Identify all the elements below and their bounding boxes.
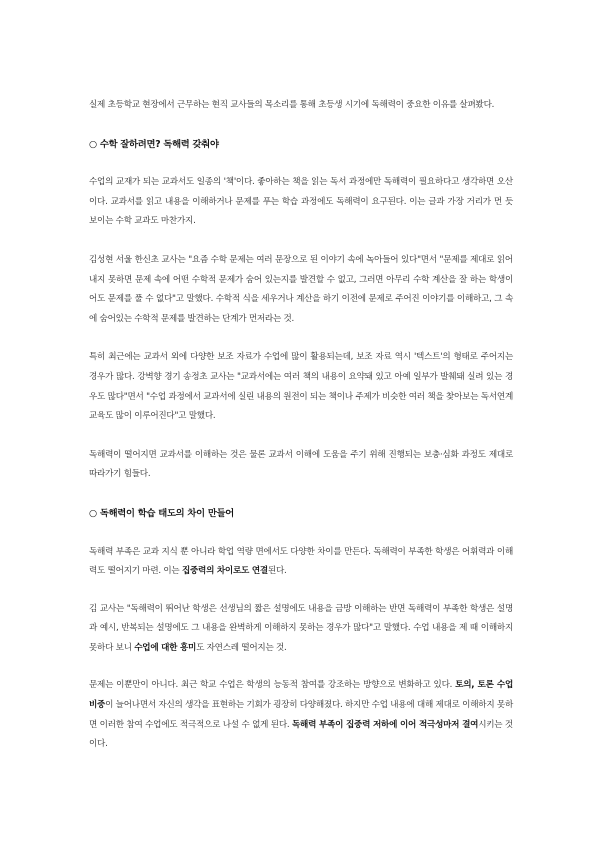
section-heading-math: ○ 수학 잘하려면? 독해력 갖춰야 bbox=[89, 138, 219, 150]
paragraph-text: 도 자연스레 떨어지는 것. bbox=[196, 642, 287, 653]
paragraph-text: 이 늘어나면서 자신의 생각을 표현하는 기회가 굉장히 다양해졌다. 하지만 수업 내용에 대해 제대로 이해하지 못하면 이러한 참여 수업에도 적극적으로 나설 수 없게 된다. bbox=[89, 700, 513, 730]
paragraph-text: 독해력 부족은 교과 지식 뿐 아니라 학업 역량 면에서도 다양한 차이를 만든다. 독해력이 부족한 학생은 어휘력과 이해력도 떨어지기 마련. 이는 bbox=[89, 546, 513, 577]
section2-paragraph-1 bbox=[89, 543, 513, 582]
paragraph-text: 된다. bbox=[267, 566, 287, 577]
section2-paragraph-2 bbox=[89, 600, 513, 659]
emphasis-text: 집중력의 차이로도 연결 bbox=[181, 566, 268, 577]
paragraph-text: 문제는 이뿐만이 아니다. 최근 학교 수업은 학생의 능동적 참여를 강조하는 방향으로 변화하고 있다. bbox=[89, 680, 456, 691]
section1-paragraph-2: 김성현 서울 한신초 교사는 "요즘 수학 문제는 여러 문장으로 된 이야기 속에 녹아들어 있다"면서 "문제를 제대로 읽어내지 못하면 문제 속에 어떤 수학적 문제가 숨어 있는지를 발견할 수 없고, 그러면 아무리 수학 계산을 잘 하는 학생이어도 문제를 풀 수 없다"고 말했다. 수학적 식을 세우거나 계산을 하기 이전에 문제로 주어진 이야기를 이해하고, 그 속에 숨어있는 수학적 문제를 발견하는 단계가 먼저라는 것. bbox=[89, 254, 513, 324]
section1-paragraph-1: 수업의 교재가 되는 교과서도 일종의 '책'이다. 좋아하는 책을 읽는 독서 과정에만 독해력이 필요하다고 생각하면 오산이다. 교과서를 읽고 내용을 이해하거나 문제를 푸는 학습 과정에도 독해력이 요구된다. 이는 글과 가장 거리가 먼 듯 보이는 수학 교과도 마찬가지. bbox=[89, 177, 513, 227]
section2-paragraph-3 bbox=[89, 676, 513, 754]
section1-paragraph-3: 특히 최근에는 교과서 외에 다양한 보조 자료가 수업에 많이 활용되는데, 보조 자료 역시 '텍스트'의 형태로 주어지는 경우가 많다. 강벽향 경기 송정초 교사는 "교과서에는 여러 책의 내용이 요약돼 있고 아예 일부가 발췌돼 실려 있는 경우도 많다"면서 "수업 과정에서 교과서에 실린 내용의 원전이 되는 책이나 주제가 비슷한 여러 책을 찾아보는 독서연계 교육도 많이 이루어진다"고 말했다. bbox=[89, 352, 513, 422]
paragraph-text: 시키는 것이다. bbox=[89, 719, 513, 750]
section1-paragraph-4: 독해력이 떨어지면 교과서를 이해하는 것은 물론 교과서 이해에 도움을 주기 위해 진행되는 보충·심화 과정도 제대로 따라가기 힘들다. bbox=[89, 449, 513, 480]
emphasis-text: 수업에 대한 흥미 bbox=[134, 642, 197, 653]
article-body bbox=[89, 96, 513, 774]
section-heading-attitude: ○ 독해력이 학습 태도의 차이 만들어 bbox=[89, 507, 235, 519]
paragraph-text: 김 교사는 "독해력이 뛰어난 학생은 선생님의 짧은 설명에도 내용을 금방 이해하는 반면 독해력이 부족한 학생은 설명과 예시, 반복되는 설명에도 그 내용을 완벽하게 이해하지 못하는 경우가 많다"고 말했다. 수업 내용을 제 때 이해하지 못하다 보니 bbox=[89, 603, 513, 653]
intro-paragraph: 실제 초등학교 현장에서 근무하는 현직 교사들의 목소리를 통해 초등생 시기에 독해력이 중요한 이유를 살펴봤다. bbox=[89, 100, 495, 110]
emphasis-text: 독해력 부족이 집중력 저하에 이어 적극성마저 결여 bbox=[291, 719, 479, 730]
emphasis-text: 토의, 토론 수업 비중 bbox=[89, 680, 514, 711]
